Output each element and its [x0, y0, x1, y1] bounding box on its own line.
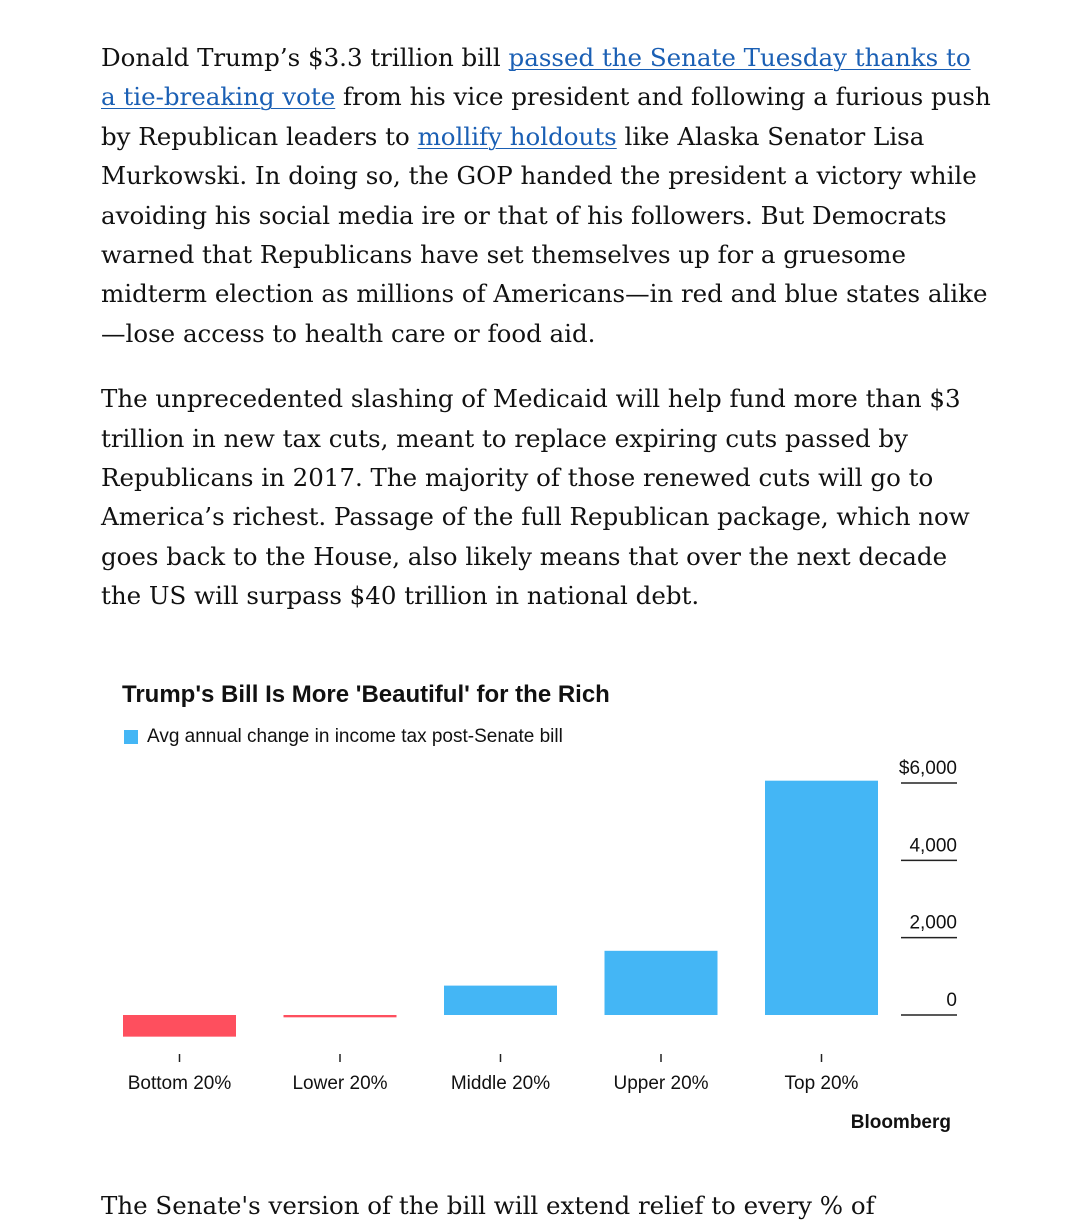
- senate-vote-link[interactable]: passed the Senate Tuesday thanks to a tie-breaking vote: [101, 43, 971, 112]
- mollify-holdouts-link[interactable]: mollify holdouts: [417, 121, 617, 151]
- next-paragraph-cutoff: [101, 1186, 981, 1220]
- article-body: [101, 38, 991, 616]
- bar-bottom-20-: [123, 1015, 236, 1037]
- y-tick-label-1: 2,000: [909, 912, 957, 934]
- paragraph-1-text-c: like Alaska Senator Lisa Murkowski. In doing so, the GOP handed the president a victory while avoiding his social media ire or that of his followers. But Democrats warned that Republicans have set themselves up for a gruesome midterm election as millions of Americans—in red and blue states alike—lose access to health care or food aid.: [101, 121, 988, 348]
- bar-lower-20-: [284, 1015, 397, 1017]
- x-label-0: Bottom 20%: [127, 1073, 232, 1094]
- paragraph-1-text-a: Donald Trump’s $3.3 trillion bill: [101, 43, 509, 72]
- bar-top-20-: [765, 781, 878, 1015]
- paragraph-1-text-b: from his vice president and following a furious push by Republican leaders to: [101, 82, 991, 151]
- bar-upper-20-: [605, 951, 718, 1015]
- paragraph-2: The unprecedented slashing of Medicaid will help fund more than $3 trillion in new tax cuts, meant to replace expiring cuts passed by Republicans in 2017. The majority of those renewed cuts will go to America’s richest. Passage of the full Republican package, which now goes back to the House, also likely means that over the next decade the US will surpass $40 trillion in national debt.: [101, 384, 970, 611]
- cutoff-text: The Senate's version of the bill will extend relief to every % of: [101, 1191, 875, 1220]
- x-label-1: Lower 20%: [292, 1073, 388, 1094]
- y-tick-label-3: $6,000: [898, 758, 957, 779]
- bar-middle-20-: [444, 986, 557, 1015]
- x-label-2: Middle 20%: [450, 1073, 551, 1094]
- chart-title: Trump's Bill Is More 'Beautiful' for the Rich: [122, 681, 610, 708]
- y-tick-label-0: 0: [946, 990, 957, 1011]
- chart-source: Bloomberg: [850, 1112, 951, 1133]
- chart-plot: [101, 670, 971, 1150]
- paragraph-1: [101, 38, 991, 353]
- y-tick-label-2: 4,000: [909, 835, 957, 857]
- x-label-3: Upper 20%: [613, 1073, 709, 1094]
- tax-change-chart: [101, 670, 971, 1150]
- x-label-4: Top 20%: [784, 1073, 859, 1094]
- legend-label: Avg annual change in income tax post-Senate bill: [147, 726, 563, 747]
